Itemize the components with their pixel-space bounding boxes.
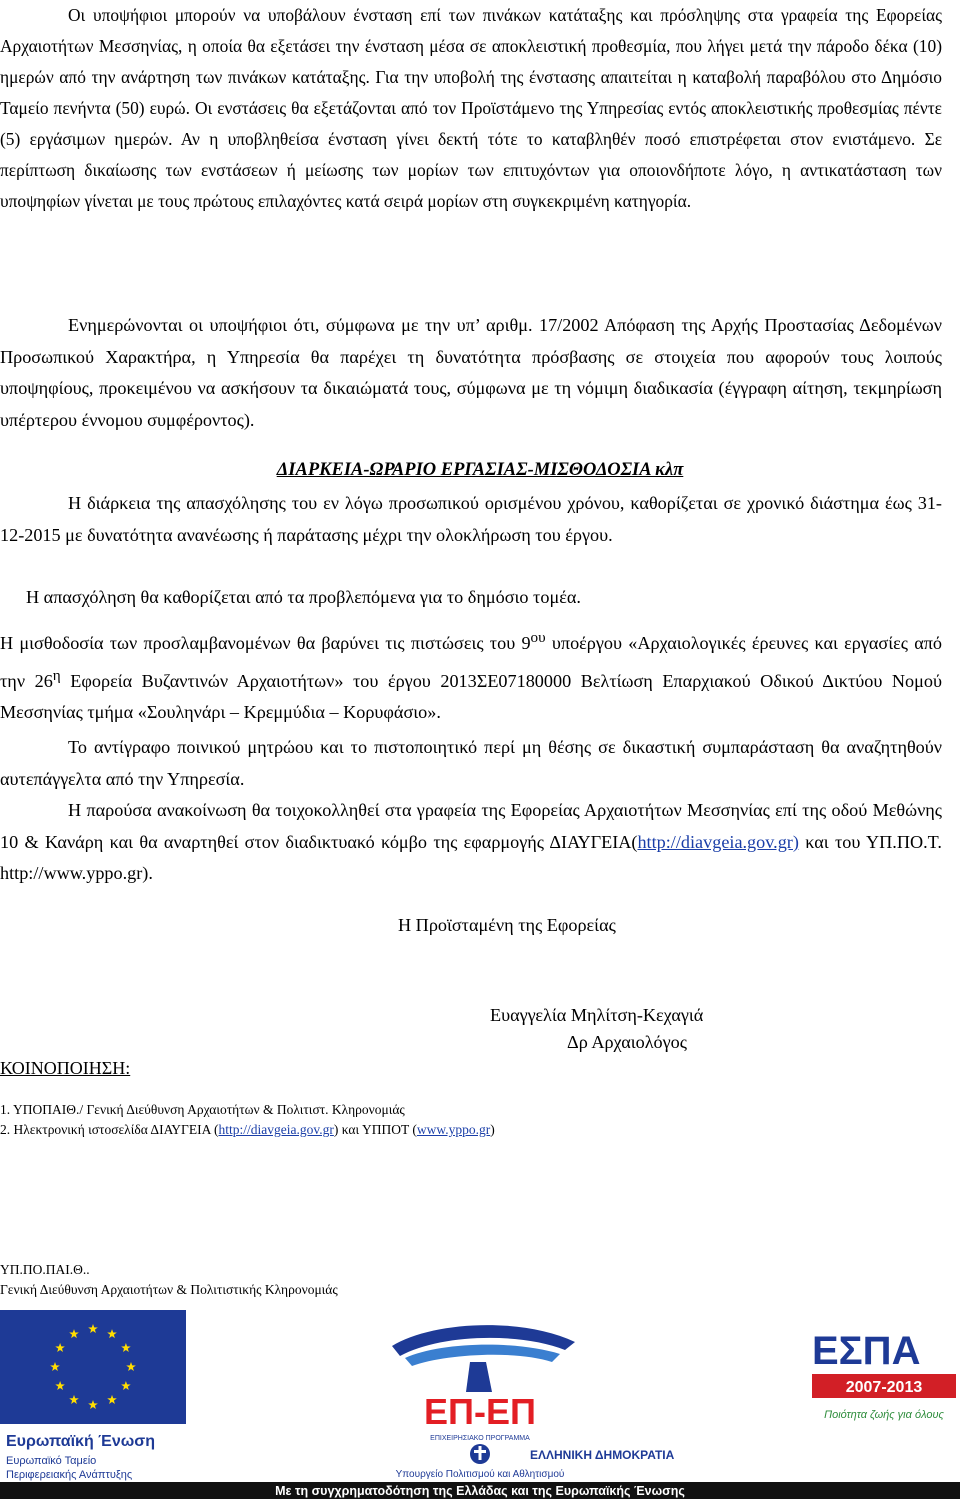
objection-paragraph: Οι υποψήφιοι μπορούν να υποβάλουν ένσταση επί των πινάκων κατάταξης και πρόσληψης στα γραφεία της Εφορείας Αρχαιοτήτων Μεσσηνίας, η οποία θα εξετάσει την ένσταση μέσα σε αποκλειστική προθεσμία, που λήγει μετά την πάροδο δέκα (10) ημερών από την ανάρτηση των πινάκων κατάταξης. Για την υποβολή της ένστασης απαιτείται η καταβολή παραβόλου στο Δημόσιο Ταμείο πενήντα (50) ευρώ. Οι ενστάσεις θα εξετάζονται από τον Προϊστάμενο της Υπηρεσίας εντός αποκλειστικής προθεσμίας πέντε (5) εργάσιμων ημερών. Αν η υποβληθείσα ένσταση γίνει δεκτή τότε το καταβληθέν ποσό επιστρέφεται στον ενιστάμενο. Σε περίπτωση δικαίωσης των ενστάσεων ή μείωσης των μορίων των επιτυχόντων για οποιονδήποτε λόγο, η αντικατάσταση των υποψηφίων γίνεται με τους πρώτους επιλαχόντες κατά σειρά μορίων στη συγκεκριμένη κατηγορία.	[0, 5, 942, 211]
payroll-paragraph: Η μισθοδοσία των προσλαμβανομένων θα βαρύνει τις πιστώσεις του $9^{o\upsilon}$ υποέργου «Αρχαιολογικές έρευνες και εργασίες από την $26^\eta$ Εφορεία Βυζαντινών Αρχαιοτήτων» του έργου 2013ΣΕ07180000 Βελτίωση Επαρχιακού Οδικού Δικτύου Νομού Μεσσηνίας τμήμα «Σουληνάρι – Κρεμμύδια – Κορυφάσιο».	[0, 629, 943, 723]
yppo-link[interactable]: www.yppo.gr	[416, 1122, 491, 1137]
signature-name: Ευαγγελία Μηλίτση-Κεχαγιά	[490, 1005, 704, 1025]
list-item: 2. Ηλεκτρονική ιστοσελίδα ΔΙΑΥΓΕΙΑ (http://diavgeia.gov.gr) και ΥΠΠΟΤ (www.yppo.gr)	[0, 1122, 495, 1137]
espa-motto: Ποιότητα ζωής για όλους	[824, 1409, 944, 1421]
eu-fund-label: Ευρωπαϊκό Ταμείο	[6, 1455, 97, 1467]
cofinancing-text: Με τη συγχρηματοδότηση της Ελλάδας και της Ευρωπαϊκής Ένωσης	[275, 1484, 685, 1498]
publication-paragraph: Η παρούσα ανακοίνωση θα τοιχοκολληθεί στα γραφεία της Εφορείας Αρχαιοτήτων Μεσσηνίας επί της οδού Μεθώνης 10 & Κανάρη και θα αναρτηθεί στον διαδικτυακό κόμβο της εφαρμογής ΔΙΑΥΓΕΙΑ(http://diavgeia.gov.gr) και του ΥΠ.ΠΟ.Τ. http://www.yppo.gr).	[0, 800, 942, 883]
espa-logo	[812, 1329, 956, 1421]
signature-title: Η Προϊσταμένη της Εφορείας	[398, 915, 616, 935]
hellenic-republic-logo	[396, 1444, 675, 1480]
eu-label: Ευρωπαϊκή Ένωση	[6, 1433, 155, 1450]
list-item: 1. ΥΠΟΠΑΙΘ./ Γενική Διεύθυνση Αρχαιοτήτων & Πολιτιστ. Κληρονομιάς	[0, 1102, 405, 1117]
notification-heading: ΚΟΙΝΟΠΟΙΗΣΗ:	[0, 1058, 131, 1078]
ministry-label: Υπουργείο Πολιτισμού και Αθλητισμού	[395, 1469, 565, 1480]
duration-paragraph: Η διάρκεια της απασχόλησης του εν λόγω προσωπικού ορισμένου χρόνου, καθορίζεται σε χρονικό διάστημα έως 31-12-2015 με δυνατότητα ανανέωσης ή παράτασης μέχρι την ολοκλήρωση του έργου.	[0, 493, 942, 545]
data-protection-paragraph: Ενημερώνονται οι υποψήφιοι ότι, σύμφωνα με την υπ’ αριθμ. 17/2002 Απόφαση της Αρχής Προστασίας Δεδομένων Προσωπικού Χαρακτήρα, η Υπηρεσία θα παρέχει τη δυνατότητα πρόσβασης σε στοιχεία που αφορούν τους λοιπούς υποψηφίους, προκειμένου να ασκήσουν τα δικαιώματά τους, σύμφωνα με τη νόμιμη διαδικασία (έγγραφη αίτηση, τεκμηρίωση υπέρτερου έννομου συμφέροντος).	[0, 315, 942, 430]
eu-fund-label-2: Περιφερειακής Ανάπτυξης	[6, 1469, 133, 1481]
signature-role: Δρ Αρχαιολόγος	[567, 1032, 687, 1052]
funding-logos	[0, 1302, 960, 1499]
diavgeia-link[interactable]: http://diavgeia.gov.gr)	[637, 831, 799, 852]
espa-label: ΕΣΠΑ	[812, 1329, 921, 1373]
eu-flag-logo	[0, 1310, 186, 1481]
section-heading: ΔΙΑΡΚΕΙΑ-ΩΡΑΡΙΟ ΕΡΓΑΣΙΑΣ-ΜΙΣΘΟΔΟΣΙΑ κλπ	[276, 460, 684, 480]
employment-paragraph: Η απασχόληση θα καθορίζεται από τα προβλεπόμενα για το δημόσιο τομέα.	[26, 587, 581, 607]
epep-logo	[392, 1325, 575, 1442]
footer-directorate: Γενική Διεύθυνση Αρχαιοτήτων & Πολιτιστικής Κληρονομιάς	[0, 1282, 338, 1297]
footer-ministry: ΥΠ.ΠΟ.ΠΑΙ.Θ..	[0, 1262, 90, 1277]
cofinancing-banner	[0, 1482, 960, 1499]
criminal-record-paragraph: Το αντίγραφο ποινικού μητρώου και το πιστοποιητικό περί μη θέσης σε δικαστική συμπαράσταση θα αναζητηθούν αυτεπάγγελτα από την Υπηρεσία.	[0, 737, 942, 789]
espa-years: 2007-2013	[845, 1379, 923, 1396]
republic-label: ΕΛΛΗΝΙΚΗ ΔΗΜΟΚΡΑΤΙΑ	[530, 1448, 675, 1462]
epep-label: ΕΠ-ΕΠ	[423, 1391, 537, 1432]
epep-sub-label: ΕΠΙΧΕΙΡΗΣΙΑΚΟ ΠΡΟΓΡΑΜΜΑ	[430, 1435, 530, 1442]
notification-list	[0, 1100, 495, 1140]
diavgeia-link[interactable]: http://diavgeia.gov.gr	[218, 1122, 334, 1137]
